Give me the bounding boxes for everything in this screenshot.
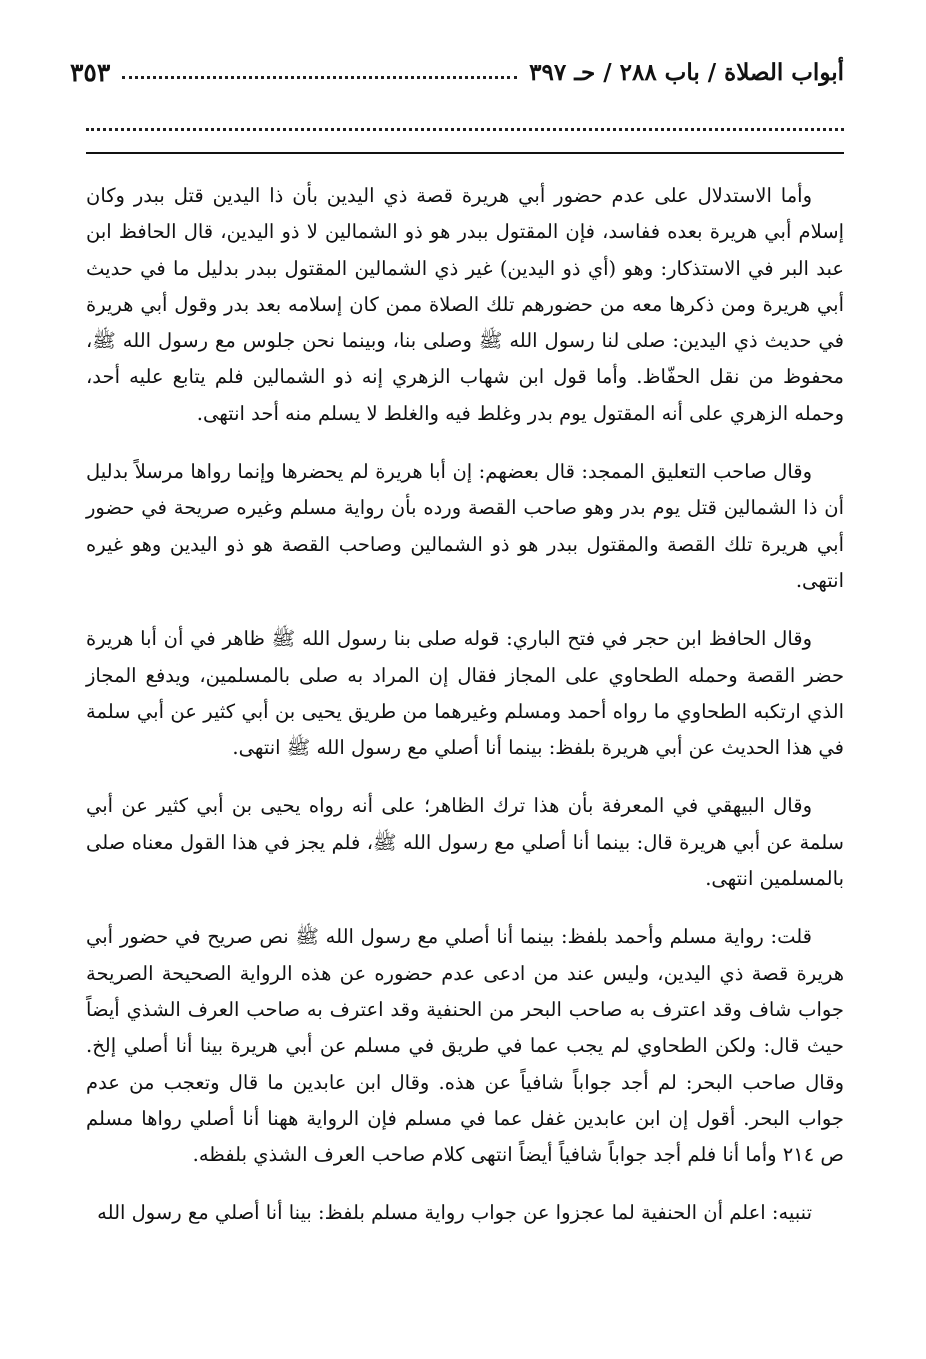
dotted-leader	[122, 76, 517, 79]
paragraph: وقال صاحب التعليق الممجد: قال بعضهم: إن أبا هريرة لم يحضرها وإنما رواها مرسلاً بدليل أن ذا الشمالين قتل يوم بدر وهو صاحب القصة ورده بأن رواية مسلم وغيره صريحة في حضور أبي هريرة تلك القصة والمقتول ببدر هو ذو الشمالين وصاحب القصة هو ذو اليدين وهو غيره انتهى.	[86, 460, 844, 592]
page-body	[86, 178, 844, 1232]
page-number: ٣٥٣	[70, 57, 111, 87]
paragraph: وأما الاستدلال على عدم حضور أبي هريرة قصة ذي اليدين بأن ذا اليدين قتل ببدر وكان إسلام أبي هريرة بعده ففاسد، فإن المقتول ببدر هو ذو الشمالين لا ذو اليدين، قال الحافظ ابن عبد البر في الاستذكار: وهو (أي ذو اليدين) غير ذي الشمالين المقتول ببدر بدليل ما في حديث أبي هريرة ومن ذكرها معه من حضورهم تلك الصلاة ممن كان إسلامه بعد بدر وقول أبي هريرة في حديث ذي اليدين: صلى لنا رسول الله ﷺ وصلى بنا، وبينما نحن جلوس مع رسول الله ﷺ، محفوظ من نقل الحفّاظ. وأما قول ابن شهاب الزهري إنه ذو الشمالين فلم يتابع عليه أحد، وحمله الزهري على أنه المقتول يوم بدر وغلط فيه والغلط لا يسلم منه أحد انتهى.	[86, 184, 844, 425]
paragraph: تنبيه: اعلم أن الحنفية لما عجزوا عن جواب رواية مسلم بلفظ: بينا أنا أصلي مع رسول الله	[97, 1201, 812, 1225]
header-rule	[86, 152, 844, 154]
paragraph: وقال البيهقي في المعرفة بأن هذا ترك الظاهر؛ على أنه رواه يحيى بن أبي كثير عن أبي سلمة عن أبي هريرة قال: بينما أنا أصلي مع رسول الله ﷺ، فلم يجز في هذا القول معناه صلى بالمسلمين انتهى.	[86, 794, 844, 891]
running-header	[70, 50, 844, 94]
running-header-title: أبواب الصلاة / باب ٢٨٨ / حـ ٣٩٧	[529, 58, 844, 86]
paragraph: وقال الحافظ ابن حجر في فتح الباري: قوله صلى بنا رسول الله ﷺ ظاهر في أن أبا هريرة حضر القصة وحمله الطحاوي على المجاز فقال إن المراد به صلى بالمسلمين، ويدفع المجاز الذي ارتكبه الطحاوي ما رواه أحمد ومسلم وغيرهما من طريق يحيى بن أبي كثير عن أبي سلمة في هذا الحديث عن أبي هريرة بلفظ: بينما أنا أصلي مع رسول الله ﷺ انتهى.	[86, 627, 844, 760]
paragraph: قلت: رواية مسلم وأحمد بلفظ: بينما أنا أصلي مع رسول الله ﷺ نص صريح في حضور أبي هريرة قصة ذي اليدين، وليس عند من ادعى عدم حضوره عن هذه الرواية الصحيحة الصريحة جواب شاف وقد اعترف به صاحب البحر من الحنفية وقد اعترف به صاحب العرف الشذي أيضاً حيث قال: ولكن الطحاوي لم يجب عما في طريق في مسلم عن أبي هريرة بينا أنا أصلي إلخ. وقال صاحب البحر: لم أجد جواباً شافياً عن هذه. وقال ابن عابدين ما قال وتعجب من عدم جواب البحر. أقول إن ابن عابدين غفل عما في مسلم فإن الرواية ههنا أنا أصلي رواها مسلم ص ٢١٤ وأما أنا فلم أجد جواباً شافياً أيضاً انتهى كلام صاحب العرف الشذي بلفظه.	[86, 925, 844, 1167]
dotted-separator	[86, 128, 844, 131]
